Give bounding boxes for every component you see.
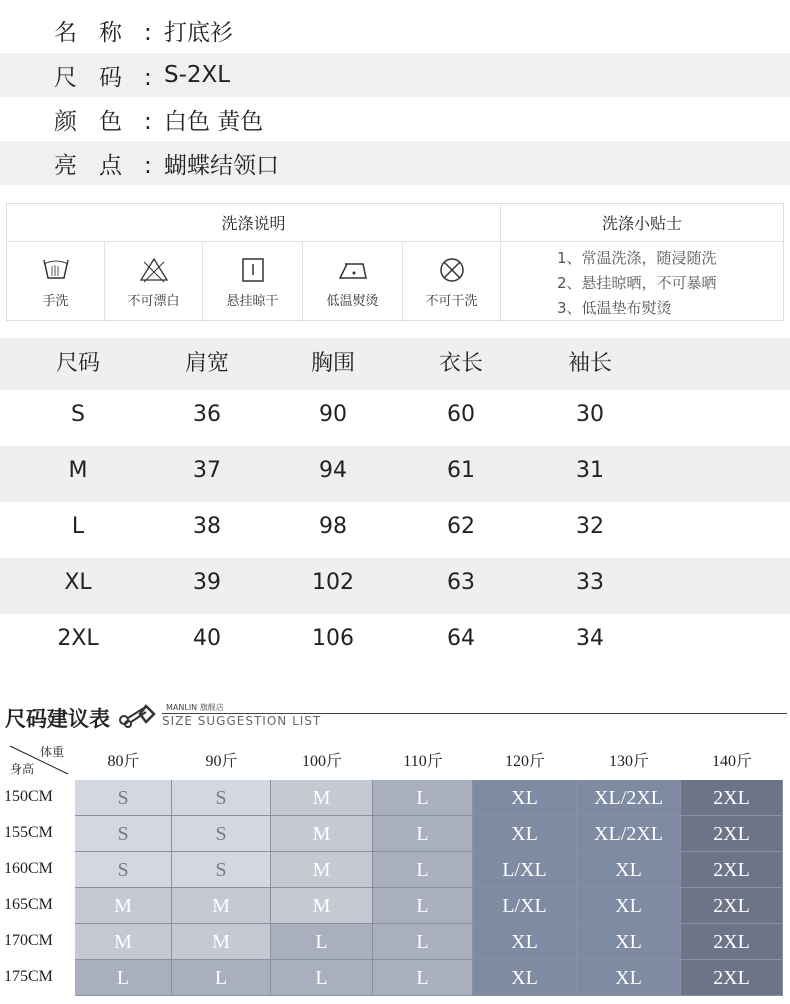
grid-cell: S bbox=[172, 780, 271, 816]
info-label: 亮点: bbox=[54, 152, 174, 179]
care-label: 低温熨烫 bbox=[326, 294, 379, 309]
table-row bbox=[0, 446, 790, 502]
header-cell: 胸围 bbox=[310, 351, 355, 376]
height-header: 175CM bbox=[4, 968, 53, 985]
table-cell: 36 bbox=[193, 402, 221, 427]
grid-cell: XL bbox=[473, 960, 577, 996]
care-tips bbox=[502, 242, 784, 321]
grid-cell: 2XL bbox=[681, 780, 783, 816]
info-row bbox=[0, 141, 790, 185]
table-cell: 62 bbox=[447, 514, 475, 539]
table-cell: 94 bbox=[319, 458, 347, 483]
info-row bbox=[0, 8, 790, 52]
info-value: 白色 黄色 bbox=[164, 108, 264, 135]
table-cell: 32 bbox=[576, 514, 604, 539]
care-label: 不可干洗 bbox=[425, 294, 478, 309]
grid-cell: L bbox=[373, 816, 473, 852]
info-label: 尺码: bbox=[54, 64, 174, 91]
table-cell: 106 bbox=[312, 626, 354, 651]
height-header: 165CM bbox=[4, 896, 53, 913]
care-tip: 1、常温洗涤，随浸随洗 bbox=[557, 249, 717, 267]
care-label: 不可漂白 bbox=[127, 294, 180, 309]
table-cell: M bbox=[68, 458, 88, 483]
table-cell: S bbox=[71, 402, 85, 427]
weight-header: 110斤 bbox=[403, 753, 443, 770]
table-row bbox=[0, 614, 790, 670]
grid-cell: 2XL bbox=[681, 924, 783, 960]
header-cell: 袖长 bbox=[567, 351, 612, 376]
info-label: 名称: bbox=[54, 19, 174, 46]
care-label: 悬挂晾干 bbox=[226, 294, 279, 309]
grid-cell: 2XL bbox=[681, 960, 783, 996]
grid-cell: L bbox=[373, 852, 473, 888]
header-cell: 尺码 bbox=[55, 351, 100, 376]
suggestion-title: 尺码建议表 bbox=[5, 707, 110, 731]
weight-header: 90斤 bbox=[205, 753, 238, 770]
grid-cell: XL bbox=[577, 888, 681, 924]
grid-cell: L/XL bbox=[473, 852, 577, 888]
grid-cell: M bbox=[271, 780, 373, 816]
grid-cell: L bbox=[271, 924, 373, 960]
info-label: 颜色: bbox=[54, 108, 174, 135]
grid-cell: S bbox=[75, 852, 172, 888]
grid-cell: L bbox=[373, 780, 473, 816]
care-tip: 3、低温垫布熨烫 bbox=[557, 299, 672, 317]
hand-wash-icon bbox=[40, 256, 72, 284]
grid-cell: S bbox=[172, 816, 271, 852]
info-row bbox=[0, 53, 790, 97]
grid-cell: XL bbox=[577, 960, 681, 996]
grid-cell: XL/2XL bbox=[577, 816, 681, 852]
height-header: 150CM bbox=[4, 788, 53, 805]
table-cell: 98 bbox=[319, 514, 347, 539]
hang-dry-icon bbox=[237, 256, 269, 284]
grid-cell: XL bbox=[473, 924, 577, 960]
low-iron-icon bbox=[337, 256, 369, 284]
grid-cell: M bbox=[172, 888, 271, 924]
table-cell: 60 bbox=[447, 402, 475, 427]
care-item bbox=[403, 242, 501, 322]
height-header: 160CM bbox=[4, 860, 53, 877]
grid-cell: S bbox=[75, 780, 172, 816]
grid-cell: XL bbox=[473, 780, 577, 816]
grid-cell: XL bbox=[577, 924, 681, 960]
grid-cell: L bbox=[172, 960, 271, 996]
table-cell: 38 bbox=[193, 514, 221, 539]
weight-header: 80斤 bbox=[107, 753, 140, 770]
table-cell: 40 bbox=[193, 626, 221, 651]
table-cell: 2XL bbox=[57, 626, 99, 651]
grid-cell: S bbox=[75, 816, 172, 852]
table-cell: 64 bbox=[447, 626, 475, 651]
grid-cell: L/XL bbox=[473, 888, 577, 924]
weight-header: 130斤 bbox=[608, 753, 649, 770]
care-item bbox=[203, 242, 303, 322]
corner-weight: 体重 bbox=[40, 745, 65, 759]
care-label: 手洗 bbox=[42, 294, 69, 309]
height-header: 155CM bbox=[4, 824, 53, 841]
table-cell: 61 bbox=[447, 458, 475, 483]
table-cell: L bbox=[71, 514, 85, 539]
grid-cell: 2XL bbox=[681, 852, 783, 888]
grid-cell: M bbox=[271, 816, 373, 852]
care-instructions bbox=[6, 203, 784, 321]
weight-header: 140斤 bbox=[711, 753, 752, 770]
table-cell: 30 bbox=[576, 402, 604, 427]
height-header: 170CM bbox=[4, 932, 53, 949]
table-cell: 31 bbox=[576, 458, 604, 483]
grid-cell: M bbox=[271, 888, 373, 924]
corner-height: 身高 bbox=[10, 762, 35, 776]
grid-cell: M bbox=[75, 924, 172, 960]
care-tips-title: 洗涤小贴士 bbox=[501, 204, 783, 242]
care-item bbox=[105, 242, 203, 322]
grid-cell: 2XL bbox=[681, 888, 783, 924]
care-tip: 2、悬挂晾晒，不可暴晒 bbox=[557, 274, 717, 292]
grid-cell: L bbox=[373, 960, 473, 996]
table-cell: 37 bbox=[193, 458, 221, 483]
table-cell: 90 bbox=[319, 402, 347, 427]
table-row bbox=[0, 502, 790, 558]
table-cell: 102 bbox=[312, 570, 354, 595]
grid-cell: M bbox=[172, 924, 271, 960]
table-row bbox=[0, 390, 790, 446]
grid-cell: M bbox=[271, 852, 373, 888]
grid-cell: L bbox=[373, 888, 473, 924]
info-value: 打底衫 bbox=[164, 19, 233, 46]
grid-cell: L bbox=[373, 924, 473, 960]
grid-cell: S bbox=[172, 852, 271, 888]
size-table-header bbox=[0, 338, 790, 390]
suggestion-subtitle: SIZE SUGGESTION LIST bbox=[162, 714, 322, 728]
info-value: S-2XL bbox=[164, 62, 231, 88]
care-item bbox=[303, 242, 403, 322]
table-cell: 39 bbox=[193, 570, 221, 595]
scissors-logo-icon bbox=[118, 702, 162, 728]
weight-header: 100斤 bbox=[301, 753, 342, 770]
no-dry-clean-icon bbox=[436, 256, 468, 284]
grid-cell: XL/2XL bbox=[577, 780, 681, 816]
grid-cell: XL bbox=[473, 816, 577, 852]
info-row bbox=[0, 97, 790, 141]
table-row bbox=[0, 558, 790, 614]
table-cell: XL bbox=[64, 570, 92, 595]
info-value: 蝴蝶结领口 bbox=[164, 152, 279, 179]
no-bleach-icon bbox=[138, 256, 170, 284]
brand-name: MANLIN 旗舰店 bbox=[166, 703, 224, 712]
header-cell: 衣长 bbox=[438, 351, 483, 376]
grid-cell: L bbox=[75, 960, 172, 996]
grid-cell: XL bbox=[577, 852, 681, 888]
care-item bbox=[7, 242, 105, 322]
grid-cell: M bbox=[75, 888, 172, 924]
table-cell: 33 bbox=[576, 570, 604, 595]
header-cell: 肩宽 bbox=[184, 351, 229, 376]
table-cell: 63 bbox=[447, 570, 475, 595]
table-cell: 34 bbox=[576, 626, 604, 651]
care-title: 洗涤说明 bbox=[7, 204, 501, 242]
grid-cell: L bbox=[271, 960, 373, 996]
weight-header: 120斤 bbox=[504, 753, 545, 770]
grid-cell: 2XL bbox=[681, 816, 783, 852]
